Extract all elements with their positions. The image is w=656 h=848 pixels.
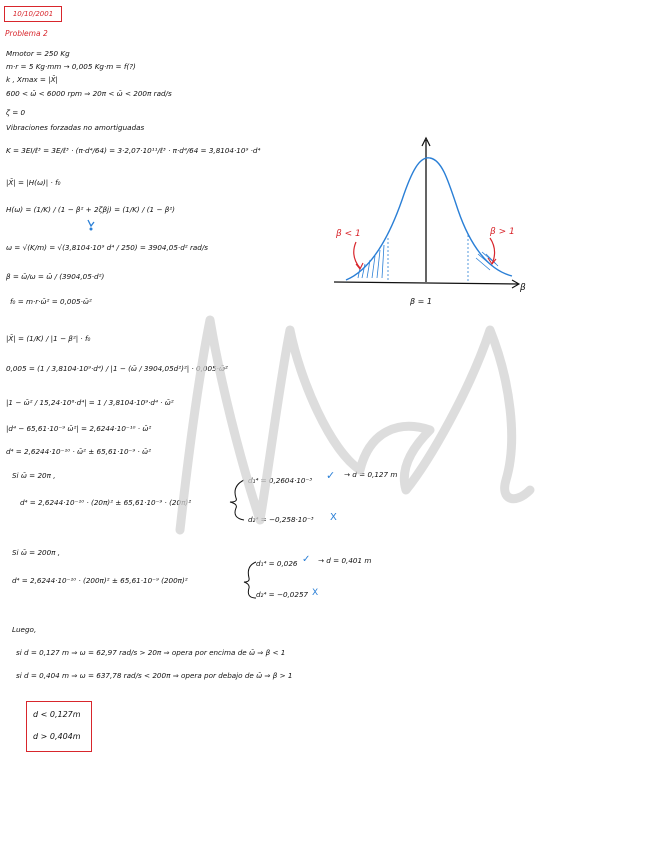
conclusion-label: Luego, — [12, 625, 37, 634]
graph-hatch-left — [358, 245, 384, 278]
answer-1: d < 0,127m — [33, 710, 81, 719]
case1-cross-icon: X — [330, 512, 337, 523]
case2-root1: d₁⁴ = 0,026 — [256, 559, 298, 568]
case1-result1: → d = 0,127 m — [344, 470, 398, 479]
answer-2: d > 0,404m — [33, 732, 81, 741]
section-heading: Vibraciones forzadas no amortiguadas — [6, 123, 145, 132]
label-beta-lt: β < 1 — [336, 229, 361, 239]
case1-root2: d₂⁴ = −0,258·10⁻³ — [248, 515, 314, 524]
watermark-signature — [170, 290, 550, 580]
resonance-graph — [330, 130, 530, 315]
case2-cond: Si ω̄ = 200π , — [12, 548, 61, 557]
case1-cond: Si ω̄ = 20π , — [12, 471, 56, 480]
eq-d4-2: d⁴ = 2,6244·10⁻¹⁰ · ω̄² ± 65,61·10⁻⁹ · ω̄² — [6, 447, 151, 456]
case2-root2: d₂⁴ = −0,0257 — [256, 590, 309, 599]
case1-root1: d₁⁴ = 0,2604·10⁻³ — [248, 476, 313, 485]
data-line-2: m·r = 5 Kg·mm → 0,005 Kg·m = f(?) — [6, 62, 136, 71]
eq-subst: 0,005 = (1 / 3,8104·10⁹·d⁴) / |1 − (ω̄ / 3904,05d²)²| · 0,005·ω̄² — [6, 364, 228, 373]
eq-k: K = 3EI/ℓ³ = 3E/ℓ³ · (π·d⁴/64) = 3·2,07·10¹¹/ℓ³ · π·d⁴/64 = 3,8104·10⁹ ·d⁴ — [6, 146, 261, 155]
case1-eq: d⁴ = 2,6244·10⁻¹⁰ · (20π)² ± 65,61·10⁻⁹ · (20π)² — [20, 498, 192, 507]
graph-x-axis — [334, 282, 518, 284]
eq-f0: f₀ = m·r·ω̄² = 0,005·ω̄² — [10, 297, 92, 306]
case2-result1: → d = 0,401 m — [318, 556, 372, 565]
conclusion-line-2: si d = 0,404 m ⇒ ω = 637,78 rad/s < 200π ⇒ opera por debajo de ω̄ ⇒ β > 1 — [16, 671, 293, 680]
case1-check-icon: ✓ — [326, 469, 336, 482]
data-line-4: 600 < ω̄ < 6000 rpm ⇒ 20π < ω̄ < 200π rad/s — [6, 89, 172, 98]
answer-box — [26, 701, 92, 752]
conclusion-line-1: si d = 0,127 m ⇒ ω = 62,97 rad/s > 20π ⇒ opera por encima de ω̄ ⇒ β < 1 — [16, 648, 286, 657]
problem-title: Problema 2 — [5, 29, 48, 38]
label-beta-axis: β — [520, 283, 526, 293]
case2-eq: d⁴ = 2,6244·10⁻¹⁰ · (200π)² ± 65,61·10⁻⁹ (200π)² — [12, 576, 188, 585]
arrow-beta-lt — [354, 242, 360, 268]
data-line-1: Mmotor = 250 Kg — [6, 49, 70, 58]
eq-h-omega: H(ω) = (1/K) / (1 − β² + 2ζβj) = (1/K) / (1 − β²) — [6, 205, 175, 214]
date-box: 10/10/2001 — [4, 6, 62, 22]
data-line-3: k , Xmax = |X̄| — [6, 75, 58, 84]
eq-x-abs-2: |X̄| = (1/K) / |1 − β²| · f₀ — [6, 334, 91, 343]
eq-beta: β = ω̄/ω = ω̄ / (3904,05·d²) — [6, 272, 105, 281]
eq-omega-n: ω = √(K/m) = √(3,8104·10⁹ d⁴ / 250) = 3904,05·d² rad/s — [6, 243, 209, 252]
eq-abs: |1 − ω̄² / 15,24·10⁶·d⁴| = 1 / 3,8104·10⁹·d⁴ · ω̄² — [6, 398, 174, 407]
eq-d4-1: |d⁴ − 65,61·10⁻⁹ ω̄²| = 2,6244·10⁻¹⁰ · ω̄² — [6, 424, 152, 433]
case2-cross-icon: X — [312, 588, 319, 598]
label-beta-eq: β = 1 — [410, 297, 432, 306]
case2-check-icon: ✓ — [302, 554, 311, 565]
eq-x-abs: |X̄| = |H(ω)| · f₀ — [6, 178, 61, 187]
blue-mark-icon — [86, 218, 96, 232]
label-beta-gt: β > 1 — [490, 227, 515, 237]
data-line-5: ζ = 0 — [6, 108, 26, 117]
